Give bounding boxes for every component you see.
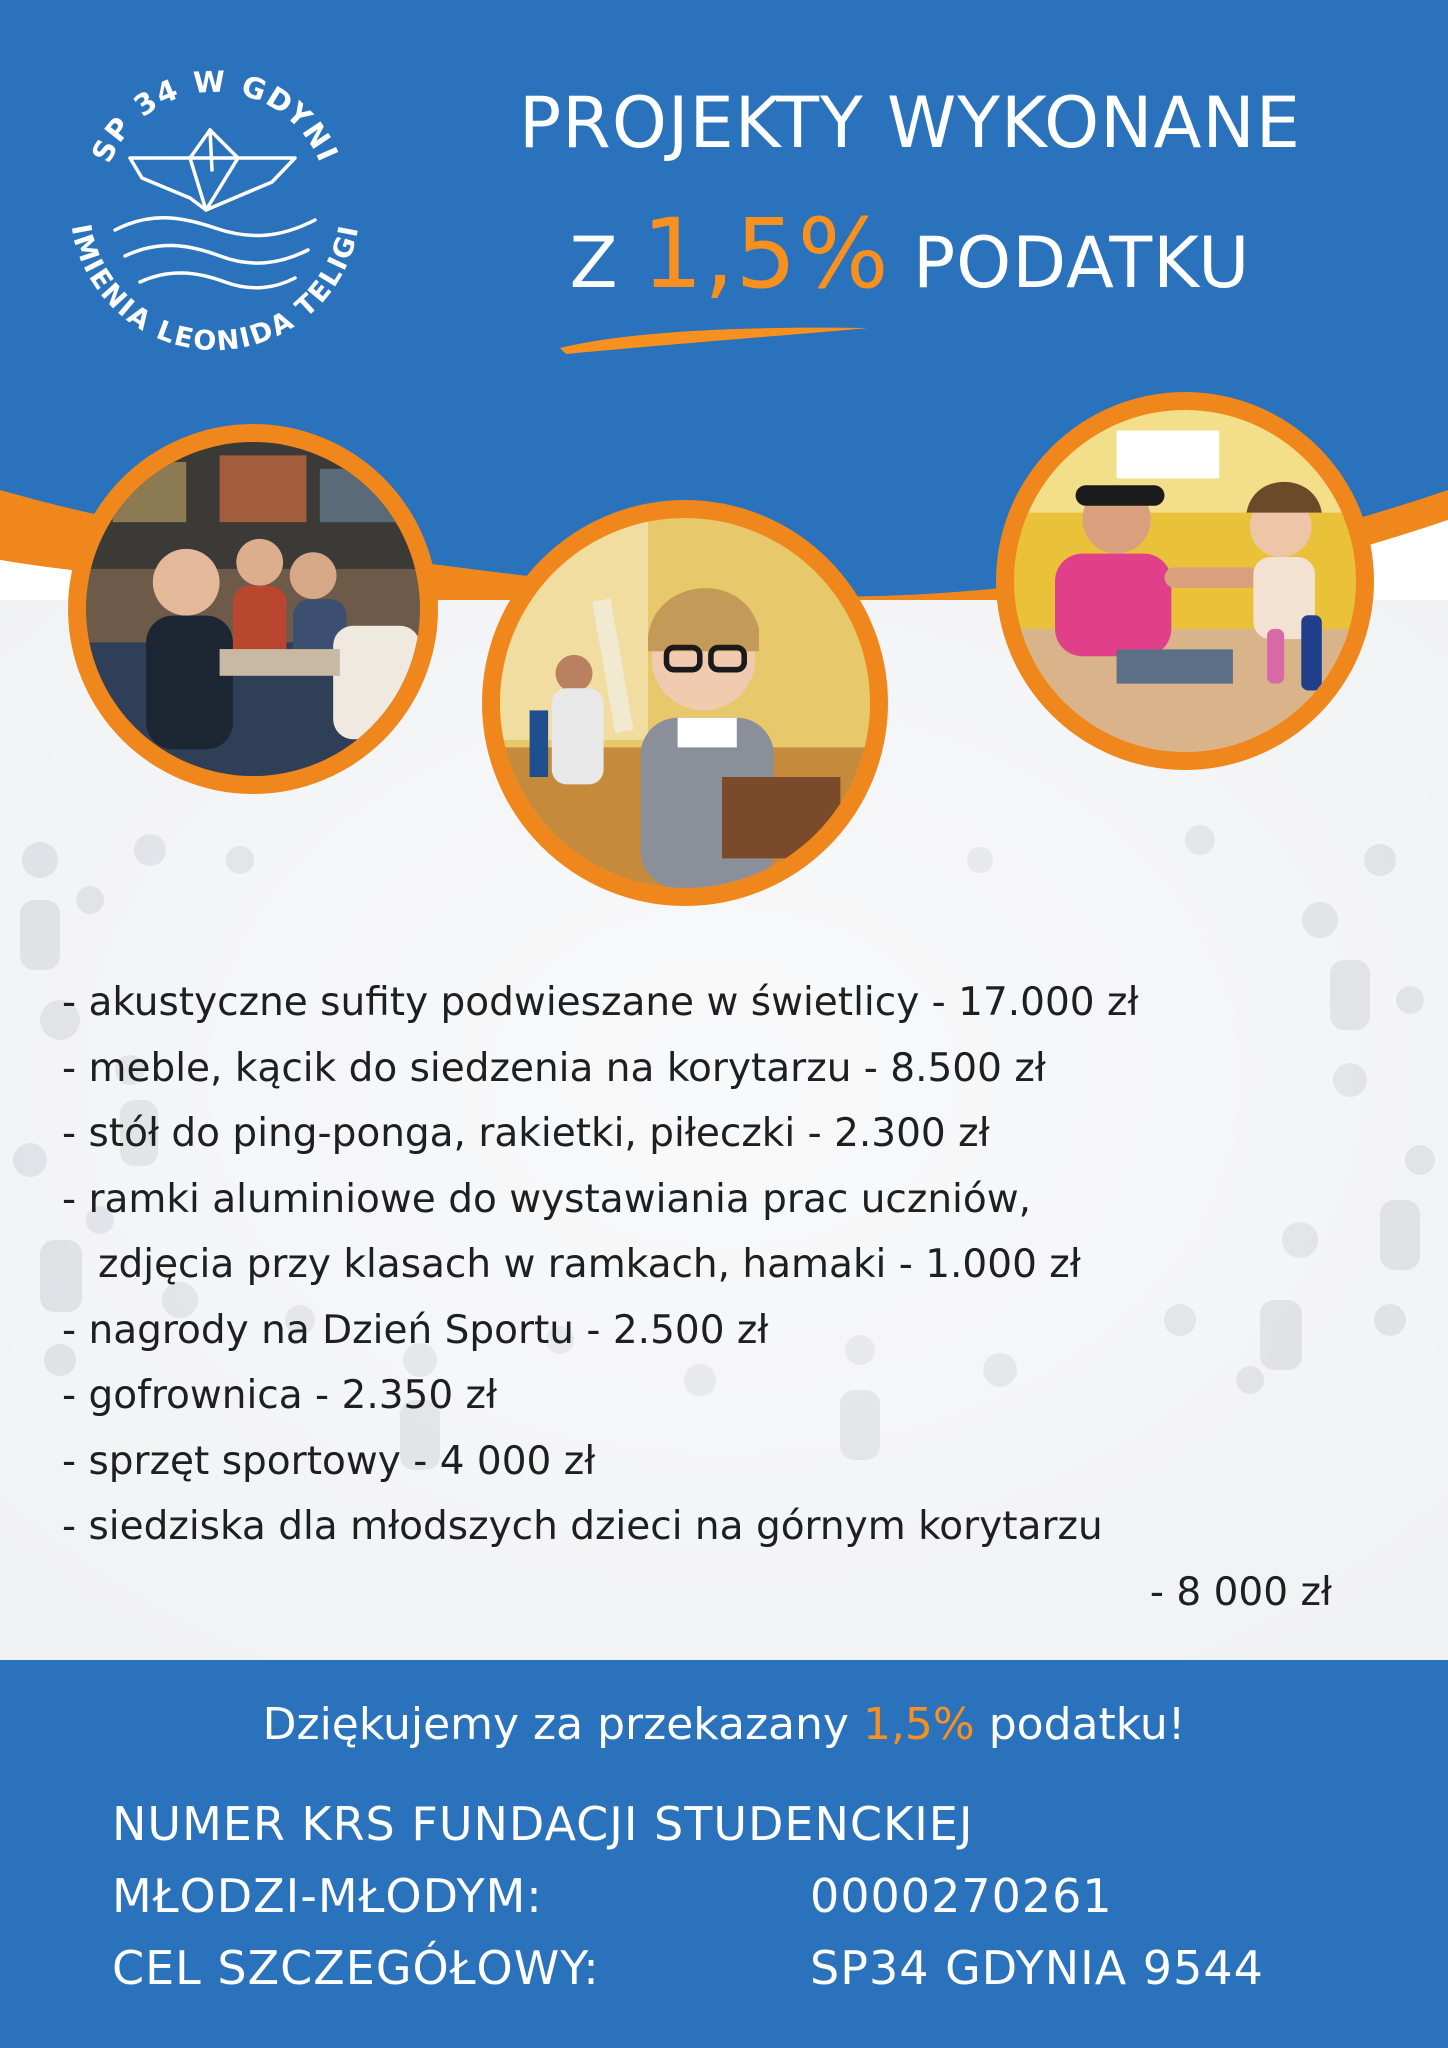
- school-logo: [40, 30, 390, 380]
- title-suffix: PODATKU: [912, 222, 1251, 304]
- list-item: - siedziska dla młodszych dzieci na górnym korytarzu: [62, 1504, 1103, 1549]
- list-item-continuation: zdjęcia przy klasach w ramkach, hamaki - 1.000 zł: [98, 1242, 1081, 1287]
- krs-heading: NUMER KRS FUNDACJI STUDENCKIEJ: [112, 1797, 974, 1851]
- thanks-suffix: podatku!: [988, 1699, 1186, 1750]
- photo-girl-with-glasses: [482, 500, 888, 906]
- page-title: [410, 78, 1410, 313]
- goal-label: CEL SZCZEGÓŁOWY:: [112, 1941, 600, 1995]
- thanks-prefix: Dziękujemy za przekazany: [262, 1699, 849, 1750]
- svg-text:SP 34 W GDYNI: [85, 64, 346, 167]
- list-item: - meble, kącik do siedzenia na korytarzu - 8.500 zł: [62, 1045, 1046, 1091]
- thanks-percent: 1,5%: [862, 1699, 975, 1750]
- list-item: - nagrody na Dzień Sportu - 2.500 zł: [62, 1307, 769, 1353]
- title-percent: 1,5%: [641, 198, 890, 310]
- krs-number-row: [112, 1860, 1372, 1932]
- logo-bottom-text: IMIENIA LEONIDA TELIGI: [64, 221, 366, 358]
- list-item-amount: - 8 000 zł: [1149, 1569, 1332, 1615]
- list-item: - stół do ping-ponga, rakietki, piłeczki - 2.300 zł: [62, 1111, 990, 1156]
- photo-students-classroom: [68, 424, 438, 794]
- krs-info: [112, 1788, 1372, 2004]
- krs-number: 0000270261: [810, 1869, 1113, 1923]
- title-line-2: [410, 198, 1410, 313]
- title-prefix: Z: [569, 222, 619, 304]
- logo-top-text: SP 34 W GDYNI: [84, 64, 346, 168]
- list-item: - akustyczne sufity podwieszane w świetlicy - 17.000 zł: [62, 980, 1139, 1025]
- list-item: - sprzęt sportowy - 4 000 zł: [62, 1438, 596, 1484]
- thanks-message: [0, 1690, 1448, 1760]
- foundation-label: MŁODZI-MŁODYM:: [112, 1869, 543, 1923]
- title-line-1: PROJEKTY WYKONANE: [518, 82, 1302, 164]
- goal-row: [112, 1932, 1372, 2004]
- projects-list: [62, 970, 1362, 1625]
- paper-boat-icon: [115, 130, 315, 288]
- list-item: - ramki aluminiowe do wystawiania prac uczniów,: [62, 1176, 1032, 1222]
- title-underline: [556, 318, 872, 358]
- goal-value: SP34 GDYNIA 9544: [810, 1941, 1264, 1995]
- photo-activity-bracelets: [996, 392, 1374, 770]
- svg-text:IMIENIA LEONIDA TELIGI: [65, 222, 366, 358]
- list-item: - gofrownica - 2.350 zł: [62, 1373, 498, 1418]
